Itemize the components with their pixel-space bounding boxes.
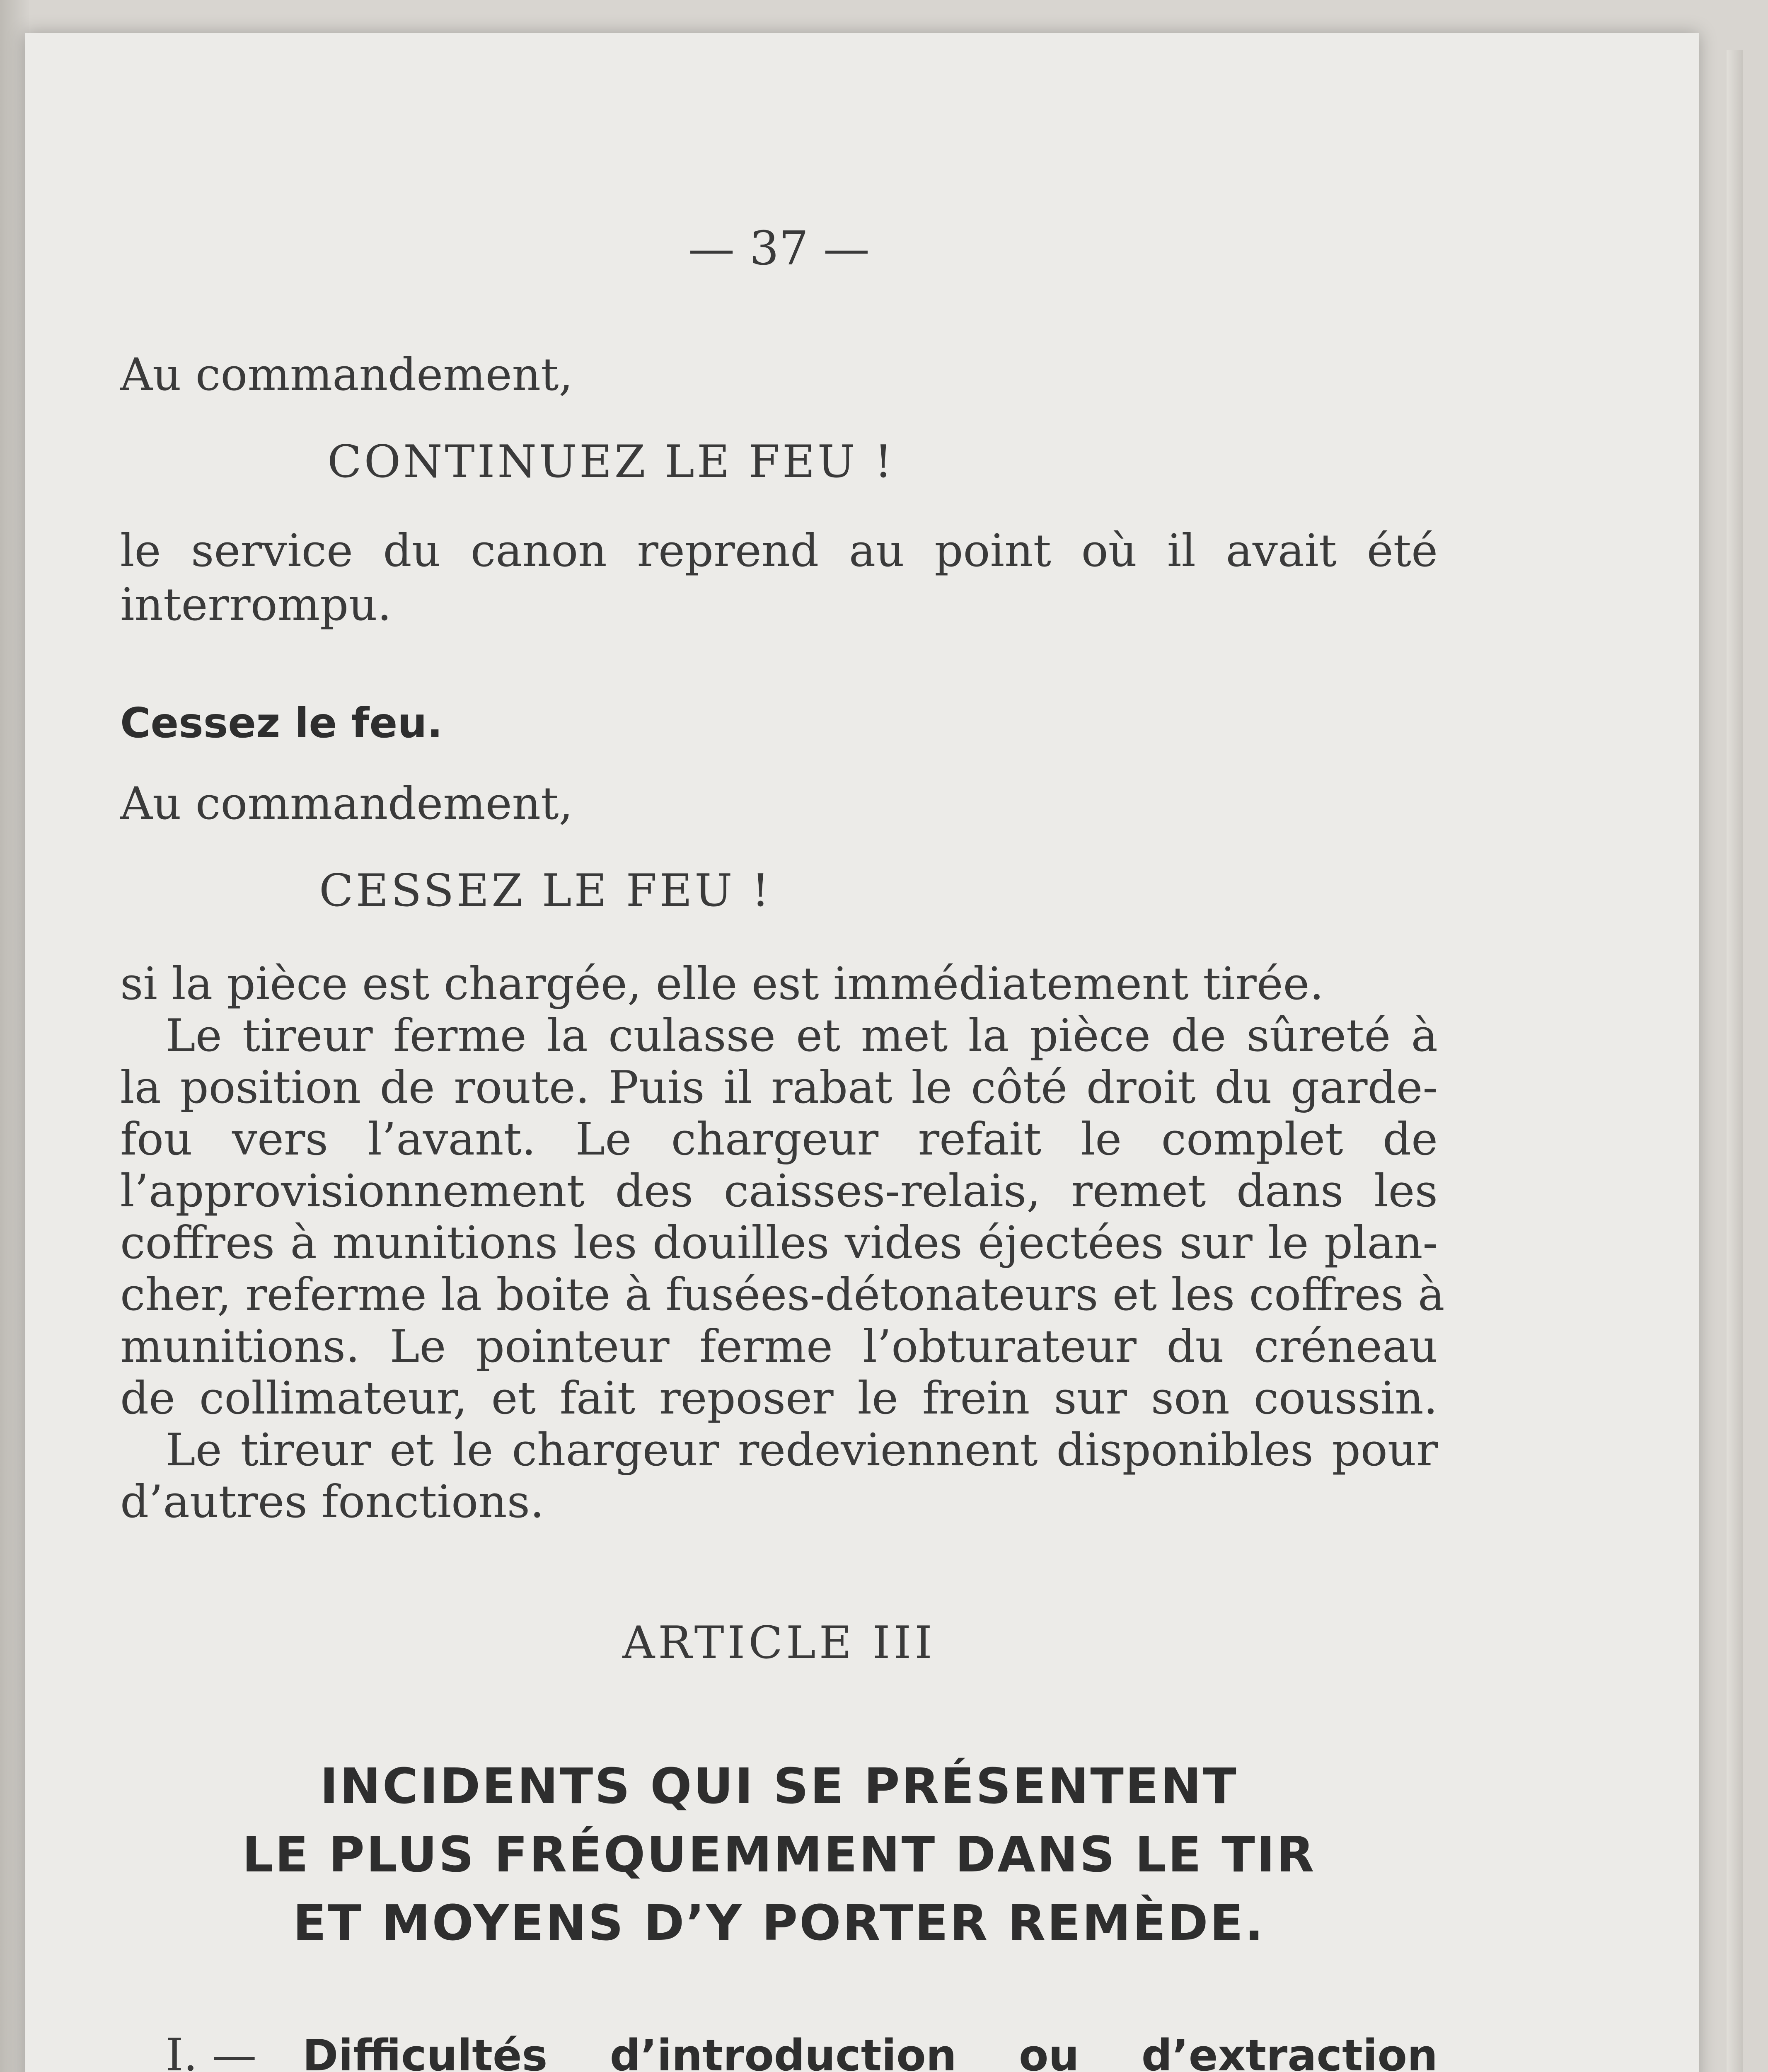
command-order: CESSEZ LE FEU ! <box>319 865 772 917</box>
paragraph-line: le service du canon reprend au point où il avait été <box>120 525 1438 577</box>
paragraph-line: interrompu. <box>120 579 392 631</box>
command-intro: Au commandement, <box>120 778 573 830</box>
paragraph-line: d’autres fonctions. <box>120 1476 544 1528</box>
paragraph-line: fou vers l’avant. Le chargeur refait le complet de <box>120 1113 1438 1165</box>
article-title-line: ET MOYENS D’Y PORTER REMÈDE. <box>293 1894 1265 1951</box>
article-title-line: LE PLUS FRÉQUEMMENT DANS LE TIR <box>242 1826 1316 1883</box>
paragraph-line: la position de route. Puis il rabat le côté droit du garde- <box>120 1062 1438 1113</box>
paragraph-line: coffres à munitions les douilles vides éjectées sur le plan- <box>120 1217 1438 1269</box>
page-number: — 37 — <box>688 222 870 276</box>
subsection-title-line: Difficultés d’introduction ou d’extraction <box>302 2030 1438 2072</box>
article-number: ARTICLE III <box>622 1617 936 1669</box>
paragraph-line: l’approvisionnement des caisses-relais, remet dans les <box>120 1165 1438 1217</box>
paragraph-line: munitions. Le pointeur ferme l’obturateur du créneau <box>120 1321 1438 1372</box>
command-intro: Au commandement, <box>120 349 573 401</box>
article-title-line: INCIDENTS QUI SE PRÉSENTENT <box>320 1757 1238 1815</box>
paragraph-line: Le tireur et le chargeur redeviennent disponibles pour <box>166 1424 1438 1476</box>
paragraph-line: de collimateur, et fait reposer le frein sur son coussin. <box>120 1372 1438 1424</box>
page-edge <box>1727 50 1743 2072</box>
section-heading: Cessez le feu. <box>120 699 443 747</box>
command-order: CONTINUEZ LE FEU ! <box>327 436 895 488</box>
subsection-number: I. — <box>166 2029 257 2072</box>
paragraph-line: cher, referme la boite à fusées-détonateurs et les coffres à <box>120 1269 1445 1321</box>
paragraph-line: Le tireur ferme la culasse et met la pièce de sûreté à <box>166 1010 1438 1062</box>
paragraph-line: si la pièce est chargée, elle est immédiatement tirée. <box>120 958 1324 1010</box>
